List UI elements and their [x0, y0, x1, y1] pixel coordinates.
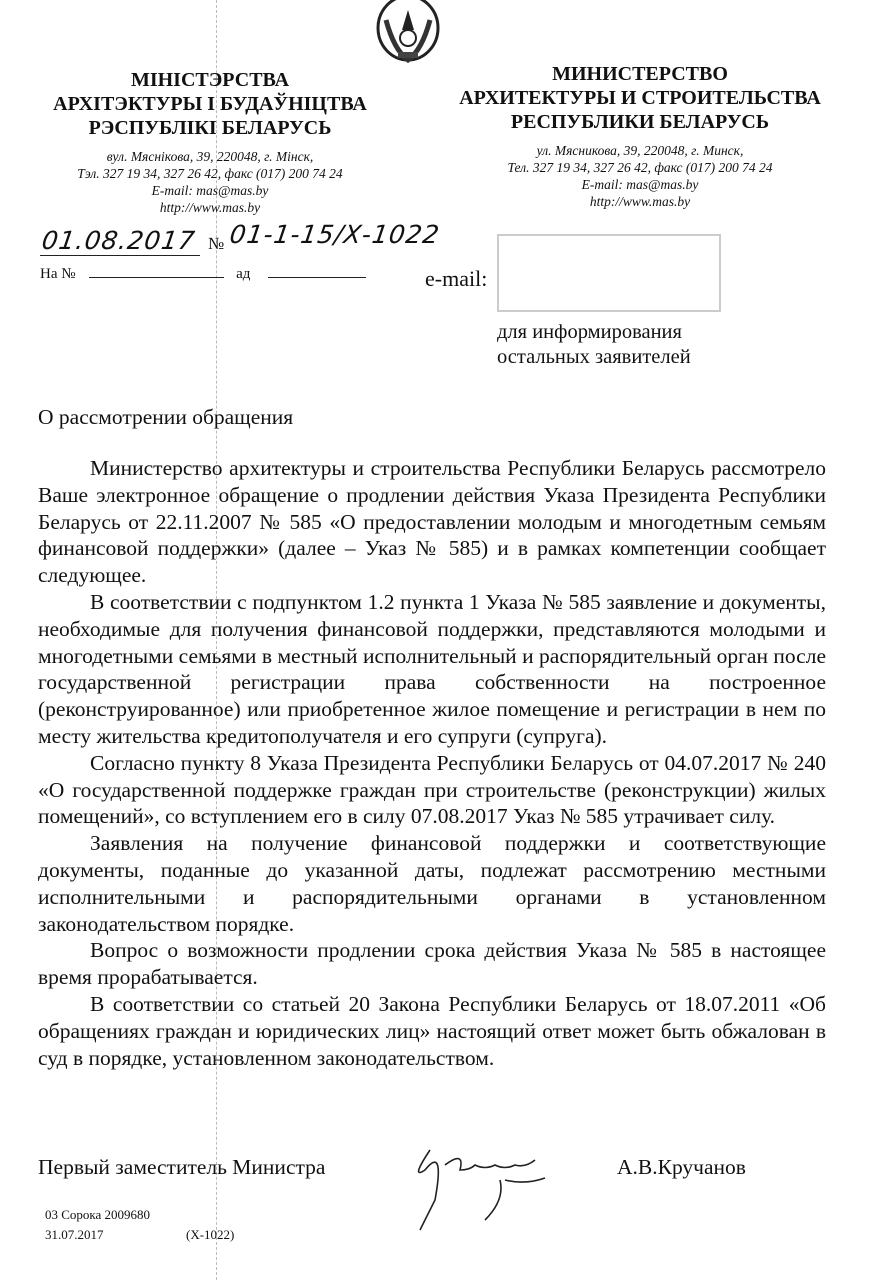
- org-name-line: АРХИТЕКТУРЫ И СТРОИТЕЛЬСТВА: [459, 87, 821, 109]
- signatory-name: А.В.Кручанов: [617, 1155, 746, 1179]
- signatory-position: Первый заместитель Министра: [38, 1155, 326, 1179]
- redacted-email-box: [497, 234, 721, 312]
- paragraph: Вопрос о возможности продлении срока действия Указа № 585 в настоящее время прорабатывается.: [38, 938, 826, 990]
- subject: О рассмотрении обращения: [38, 405, 294, 429]
- phone: Тэл. 327 19 34, 327 26 42, факс (017) 200 74 24: [77, 166, 343, 181]
- phone: Тел. 327 19 34, 327 26 42, факс (017) 200 74 24: [507, 160, 773, 175]
- org-name-line: МИНИСТЕРСТВО: [552, 63, 728, 85]
- paragraph: В соответствии со статьей 20 Закона Республики Беларусь от 18.07.2011 «Об обращениях граждан и юридических лиц» настоящий ответ может быть обжалован в суд в порядке, установленном законодательством.: [38, 991, 826, 1070]
- recipient-line: остальных заявителей: [497, 346, 691, 368]
- letter-number: 01-1-15/Х-1022: [227, 220, 442, 249]
- number-label: №: [208, 234, 225, 253]
- letter-body: [38, 455, 826, 1071]
- paragraph: Согласно пункту 8 Указа Президента Республики Беларусь от 04.07.2017 № 240 «О государственной поддержке граждан при строительстве (реконструкции) жилых помещений», со вступлением его в силу 07.08.2017 Указ № 585 утрачивает силу.: [38, 750, 826, 829]
- org-name-line: РЕСПУБЛИКИ БЕЛАРУСЬ: [510, 111, 770, 133]
- email-link[interactable]: E-mail: mas@mas.by: [151, 183, 269, 198]
- org-name-line: МІНІСТЭРСТВА: [130, 69, 290, 91]
- reply-to-line: [40, 266, 366, 283]
- paragraph: В соответствии с подпунктом 1.2 пункта 1 Указа № 585 заявление и документы, необходимые для получения финансовой поддержки, представляются молодыми и многодетными семьями в местный исполнительный и распорядительный орган после государственной регистрации права собственности на построенное (реконструированное) или приобретенное жилое помещение и регистрации в нем по месту жительства кредитополучателя и его супруги (супруга).: [38, 589, 826, 748]
- ad-label: ад: [236, 266, 251, 282]
- draft-date: 31.07.2017: [45, 1227, 104, 1242]
- org-name-line: АРХІТЭКТУРЫ І БУДАЎНІЦТВА: [53, 93, 367, 115]
- recipient-line: для информирования: [497, 321, 682, 343]
- recipient-note: [497, 320, 691, 370]
- belarus-coat-of-arms-icon: [374, 0, 442, 66]
- executor-info: 03 Сорока 2009680: [45, 1207, 151, 1222]
- website-link[interactable]: http://www.mas.by: [159, 200, 261, 215]
- email-link[interactable]: E-mail: mas@mas.by: [581, 177, 699, 192]
- email-label: e-mail:: [425, 266, 488, 291]
- org-name-line: РЭСПУБЛІКІ БЕЛАРУСЬ: [88, 117, 332, 139]
- letter-date: 01.08.2017: [40, 226, 204, 256]
- reference-code: (Х-1022): [186, 1227, 235, 1242]
- website-link[interactable]: http://www.mas.by: [589, 194, 691, 209]
- paragraph: Министерство архитектуры и строительства Республики Беларусь рассмотрело Ваше электронное обращение о продлении действия Указа Президента Республики Беларусь от 22.11.2007 № 585 «О предоставлении молодым и многодетным семьям финансовой поддержки» (далее – Указ № 585) и в рамках компетенции сообщает следующее.: [38, 456, 826, 588]
- address: ул. Мясникова, 39, 220048, г. Минск,: [536, 143, 744, 158]
- na-number-label: На №: [40, 266, 76, 282]
- header-russian: [450, 62, 830, 210]
- address: вул. Мяснікова, 39, 220048, г. Мінск,: [106, 149, 314, 164]
- paragraph: Заявления на получение финансовой поддержки и соответствующие документы, поданные до указанной даты, подлежат рассмотрению местными исполнительными и распорядительными органами в установленном законодательством порядке.: [38, 831, 826, 936]
- registration-line: [40, 220, 460, 256]
- handwritten-signature: [405, 1140, 575, 1240]
- header-belarusian: [20, 68, 400, 216]
